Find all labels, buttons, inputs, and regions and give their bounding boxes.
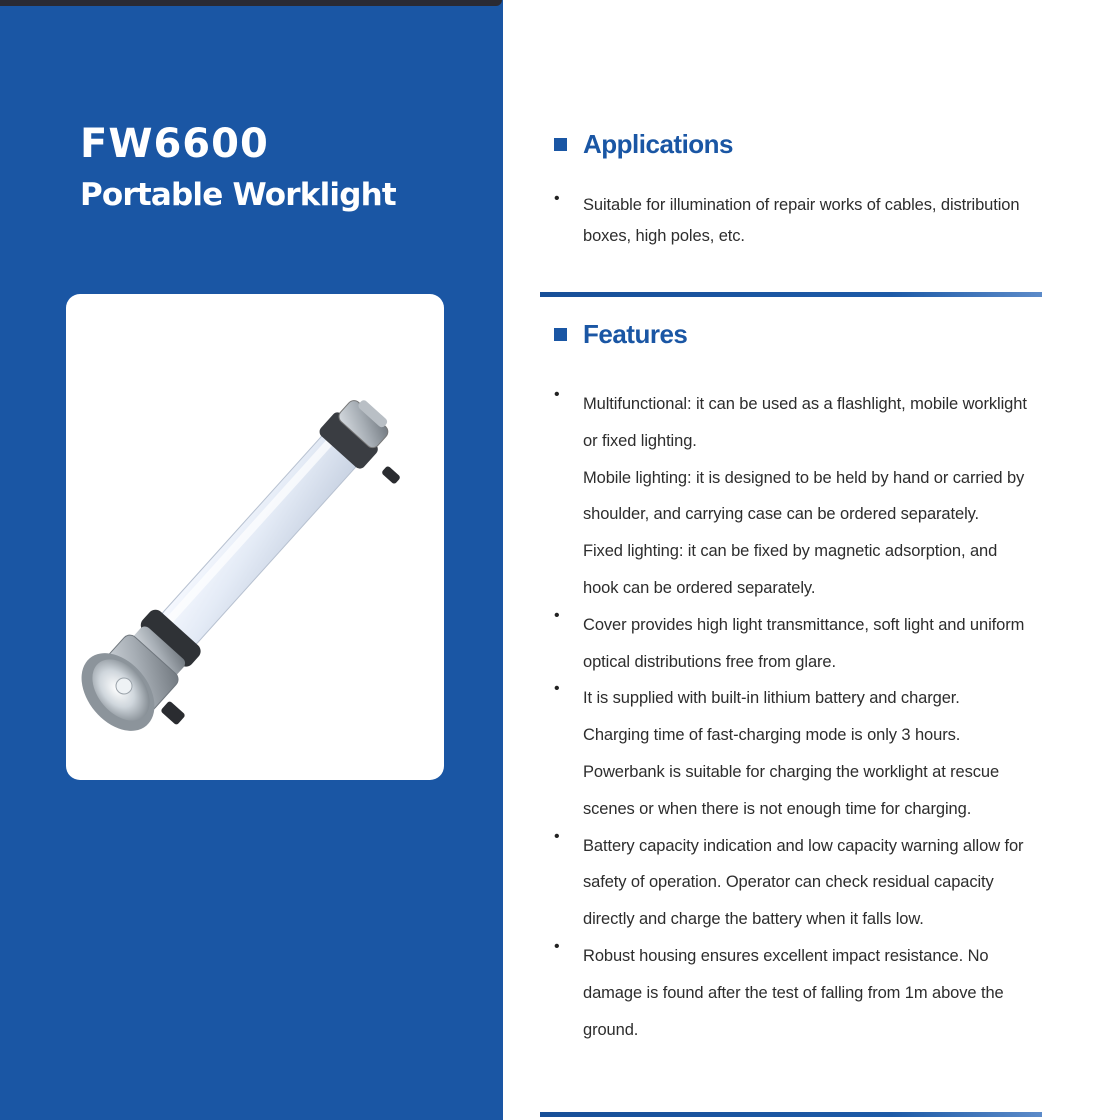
list-item-line: optical distributions free from glare. bbox=[583, 652, 836, 671]
list-item-line: scenes or when there is not enough time for charging. bbox=[583, 799, 972, 818]
applications-list bbox=[554, 190, 1054, 252]
features-title: Features bbox=[583, 318, 688, 349]
list-item-line: shoulder, and carrying case can be ordered separately. bbox=[583, 505, 980, 524]
list-item-line: Robust housing ensures excellent impact resistance. No bbox=[583, 946, 989, 965]
list-item-line: ground. bbox=[583, 1020, 639, 1039]
top-strip bbox=[0, 0, 502, 6]
section-divider bbox=[540, 1112, 1042, 1117]
product-name: Portable Worklight bbox=[80, 177, 396, 213]
list-item-line: damage is found after the test of falling from 1m above the bbox=[583, 983, 1004, 1002]
square-bullet-icon bbox=[554, 138, 567, 151]
section-divider bbox=[540, 292, 1042, 297]
list-item-line: directly and charge the battery when it falls low. bbox=[583, 910, 924, 929]
list-item-line: Suitable for illumination of repair works of cables, distribution bbox=[583, 196, 1020, 214]
bullet-icon: • bbox=[554, 190, 560, 207]
features-list bbox=[554, 386, 1054, 1048]
bullet-icon: • bbox=[554, 827, 560, 845]
list-item bbox=[554, 190, 1054, 252]
applications-heading bbox=[554, 124, 733, 164]
product-photo-card bbox=[66, 294, 444, 780]
list-item-line: hook can be ordered separately. bbox=[583, 578, 816, 597]
list-item-line: boxes, high poles, etc. bbox=[583, 227, 745, 245]
list-item-line: Mobile lighting: it is designed to be held by hand or carried by bbox=[583, 468, 1025, 487]
list-item bbox=[554, 828, 1054, 938]
list-item-line: It is supplied with built-in lithium battery and charger. bbox=[583, 689, 960, 708]
list-item bbox=[554, 386, 1054, 607]
list-item bbox=[554, 680, 1054, 827]
bullet-icon: • bbox=[554, 937, 560, 955]
tube-body bbox=[97, 387, 402, 715]
applications-title: Applications bbox=[583, 128, 734, 159]
list-item-line: Multifunctional: it can be used as a flashlight, mobile worklight bbox=[583, 395, 1027, 413]
list-item-line: Fixed lighting: it can be fixed by magnetic adsorption, and bbox=[583, 542, 998, 561]
bullet-icon: • bbox=[554, 606, 560, 624]
list-item-line: Cover provides high light transmittance, soft light and uniform bbox=[583, 615, 1025, 634]
bullet-icon: • bbox=[554, 386, 560, 403]
worklight-illustration bbox=[66, 294, 444, 780]
list-item-line: Battery capacity indication and low capacity warning allow for bbox=[583, 836, 1024, 855]
square-bullet-icon bbox=[554, 328, 567, 341]
list-item bbox=[554, 938, 1054, 1048]
left-panel bbox=[0, 0, 503, 1120]
list-item-line: safety of operation. Operator can check residual capacity bbox=[583, 873, 994, 892]
model-number: FW6600 bbox=[80, 121, 269, 167]
list-item-line: or fixed lighting. bbox=[583, 431, 697, 450]
features-heading bbox=[554, 314, 687, 354]
list-item bbox=[554, 607, 1054, 681]
bullet-icon: • bbox=[554, 680, 560, 698]
list-item-line: Powerbank is suitable for charging the worklight at rescue bbox=[583, 762, 1000, 781]
list-item-line: Charging time of fast-charging mode is only 3 hours. bbox=[583, 726, 961, 745]
